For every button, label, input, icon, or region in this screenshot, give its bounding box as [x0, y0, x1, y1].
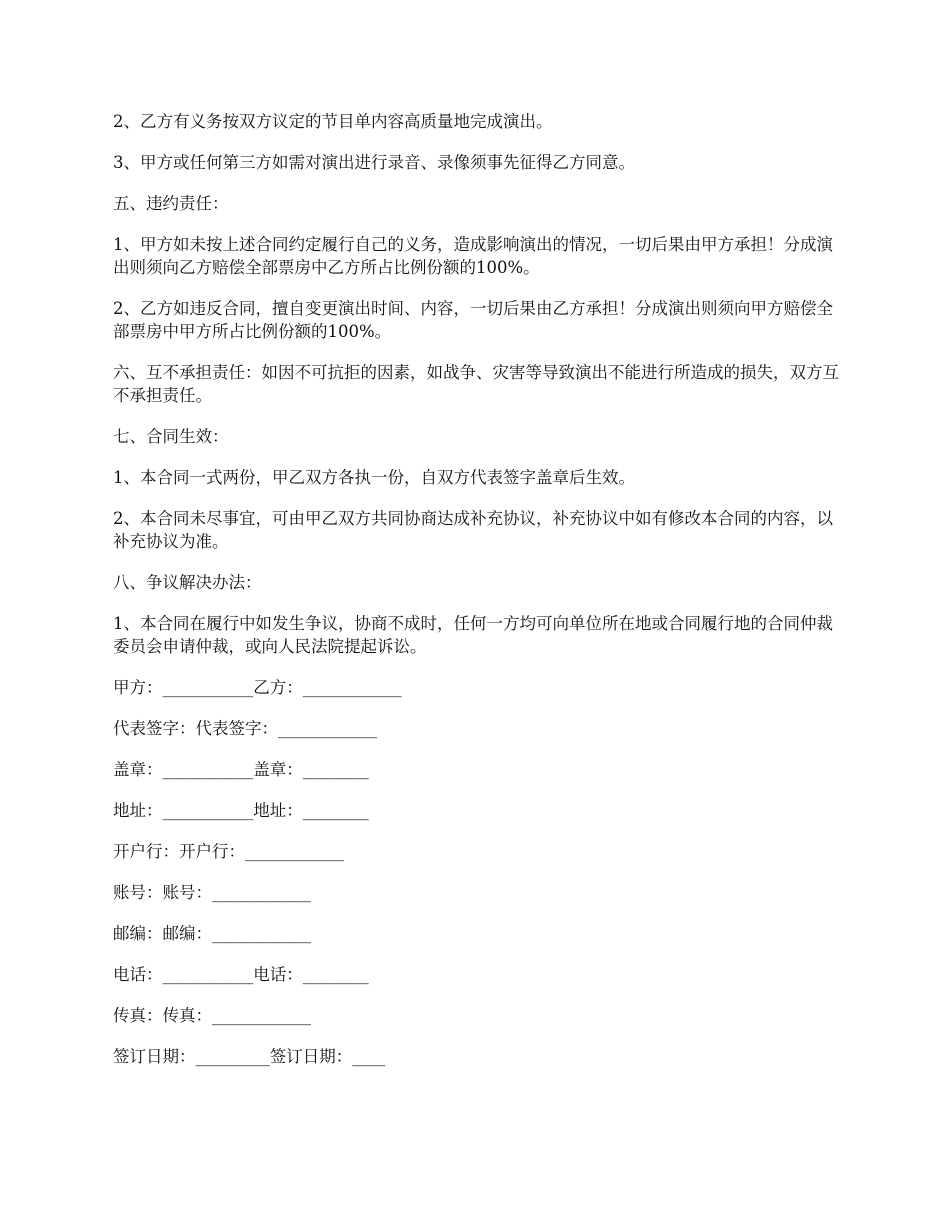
clause-7-2: 2、本合同未尽事宜，可由甲乙双方共同协商达成补充协议，补充协议中如有修改本合同的内容，以补充协议为准。	[113, 509, 833, 551]
signature-date-line: 签订日期：_________签订日期：____	[113, 1047, 386, 1066]
section-heading-effect: 七、合同生效：	[113, 427, 229, 446]
clause-5-1: 1、甲方如未按上述合同约定履行自己的义务，造成影响演出的情况，一切后果由甲方承担！分成演出则须向乙方赔偿全部票房中乙方所占比例份额的100%。	[113, 235, 833, 277]
section-no-liability: 六、互不承担责任：如因不可抗拒的因素，如战争、灾害等导致演出不能进行所造成的损失，双方互不承担责任。	[113, 363, 839, 405]
clause-7-1: 1、本合同一式两份，甲乙双方各执一份，自双方代表签字盖章后生效。	[113, 468, 635, 487]
signature-fax-line: 传真：传真：____________	[113, 1006, 311, 1025]
signature-bank-line: 开户行：开户行：____________	[113, 842, 344, 861]
document-page	[113, 110, 843, 1086]
clause-5-2: 2、乙方如违反合同，擅自变更演出时间、内容，一切后果由乙方承担！分成演出则须向甲方赔偿全部票房中甲方所占比例份额的100%。	[113, 299, 833, 341]
clause-8-1: 1、本合同在履行中如发生争议，协商不成时，任何一方均可向单位所在地或合同履行地的合同仲裁委员会申请仲裁，或向人民法院提起诉讼。	[113, 614, 833, 656]
section-heading-breach: 五、违约责任：	[113, 194, 229, 213]
signature-seal-line: 盖章：___________盖章：________	[113, 760, 369, 779]
signature-address-line: 地址：___________地址：________	[113, 801, 369, 820]
signature-phone-line: 电话：___________电话：________	[113, 965, 369, 984]
signature-postcode-line: 邮编：邮编：____________	[113, 924, 311, 943]
clause-4-3: 3、甲方或任何第三方如需对演出进行录音、录像须事先征得乙方同意。	[113, 153, 635, 172]
signature-account-line: 账号：账号：____________	[113, 883, 311, 902]
signature-party-line: 甲方：___________乙方：____________	[113, 678, 402, 697]
section-heading-dispute: 八、争议解决办法：	[113, 573, 262, 592]
signature-representative-line: 代表签字：代表签字：____________	[113, 719, 377, 738]
clause-4-2: 2、乙方有义务按双方议定的节目单内容高质量地完成演出。	[113, 112, 553, 131]
